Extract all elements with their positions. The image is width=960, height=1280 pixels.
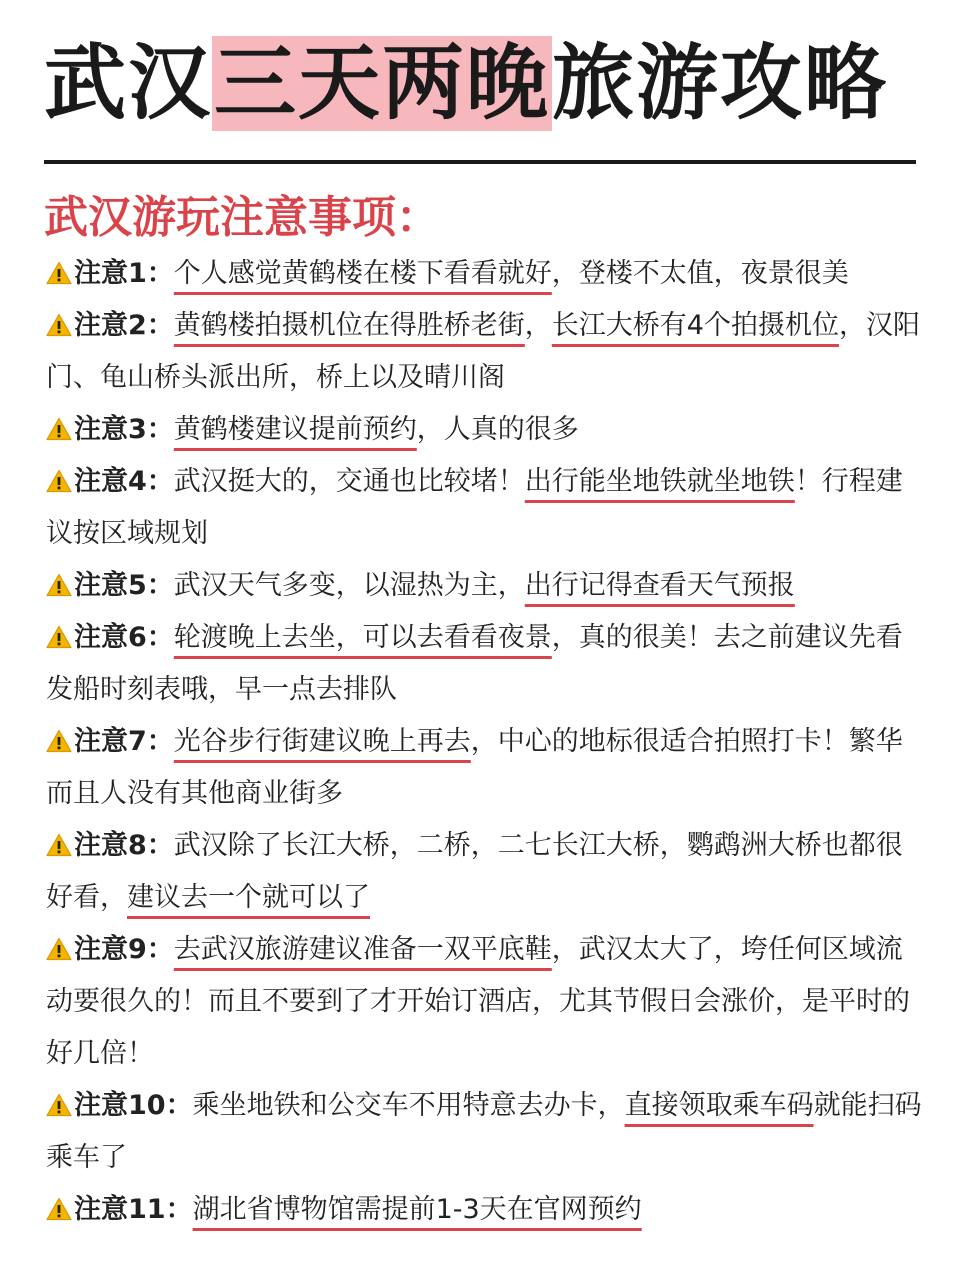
note-label: 注意11：	[74, 1194, 193, 1225]
notes-list	[46, 248, 926, 1236]
note-label: 注意6：	[74, 622, 174, 653]
note-label: 注意3：	[74, 414, 174, 445]
warning-icon	[46, 833, 72, 857]
note-item	[46, 456, 926, 560]
note-text: 武汉除了长江大桥，二桥，二七长江大桥，鹦鹉洲大桥也都很好看，	[46, 830, 903, 913]
note-text: ！行程建议按区域规划	[46, 466, 903, 549]
title-part-2: 旅游攻略	[552, 36, 889, 131]
page-title	[44, 34, 888, 134]
note-label: 注意4：	[74, 466, 174, 497]
note-text-underlined: 出行记得查看天气预报	[524, 570, 795, 601]
warning-icon	[46, 937, 72, 961]
note-text: ，	[524, 310, 552, 341]
warning-icon	[46, 417, 72, 441]
note-item	[46, 404, 926, 456]
section-title: 武汉游玩注意事项：	[44, 192, 440, 243]
note-text-underlined: 光谷步行街建议晚上再去	[173, 726, 471, 757]
note-text-underlined: 黄鹤楼建议提前预约	[173, 414, 417, 445]
warning-icon	[46, 729, 72, 753]
note-text: 武汉挺大的，交通也比较堵！	[173, 466, 525, 497]
note-text-underlined: 建议去一个就可以了	[127, 882, 370, 913]
note-item	[46, 1184, 926, 1236]
note-label: 注意9：	[74, 934, 174, 965]
note-item	[46, 716, 926, 820]
note-item	[46, 560, 926, 612]
note-item	[46, 612, 926, 716]
note-text: ，武汉太大了，垮任何区域流动要很久的！而且不要到了才开始订酒店，尤其节假日会涨价，是平时的好几倍！	[46, 934, 910, 1069]
warning-icon	[46, 313, 72, 337]
warning-icon	[46, 261, 72, 285]
note-text-underlined: 轮渡晚上去坐，可以去看看夜景	[173, 622, 552, 653]
note-text: ，中心的地标很适合拍照打卡！繁华而且人没有其他商业街多	[46, 726, 903, 809]
note-text-underlined: 黄鹤楼拍摄机位在得胜桥老街	[173, 310, 525, 341]
title-divider	[44, 160, 916, 164]
title-part-1: 武汉	[44, 36, 213, 131]
warning-icon	[46, 1197, 72, 1221]
note-text-underlined: 去武汉旅游建议准备一双平底鞋	[173, 934, 552, 965]
note-text-underlined: 出行能坐地铁就坐地铁	[524, 466, 795, 497]
note-text: ，人真的很多	[416, 414, 579, 445]
note-text: ，登楼不太值，夜景很美	[551, 258, 849, 289]
warning-icon	[46, 625, 72, 649]
note-text: 武汉天气多变，以湿热为主，	[173, 570, 525, 601]
note-item	[46, 1080, 926, 1184]
warning-icon	[46, 1093, 72, 1117]
note-text: 乘坐地铁和公交车不用特意去办卡，	[192, 1090, 625, 1121]
note-label: 注意5：	[74, 570, 174, 601]
note-label: 注意7：	[74, 726, 174, 757]
note-item	[46, 820, 926, 924]
note-text-underlined: 个人感觉黄鹤楼在楼下看看就好	[173, 258, 552, 289]
note-text: ，真的很美！去之前建议先看发船时刻表哦，早一点去排队	[46, 622, 903, 705]
title-highlight: 三天两晚	[214, 36, 551, 131]
note-label: 注意8：	[74, 830, 174, 861]
note-label: 注意2：	[74, 310, 174, 341]
note-item	[46, 248, 926, 300]
note-item	[46, 924, 926, 1080]
note-text: 就能扫码乘车了	[46, 1090, 922, 1173]
note-item	[46, 300, 926, 404]
note-text-underlined: 长江大桥有4个拍摄机位	[551, 310, 839, 341]
note-label: 注意10：	[74, 1090, 193, 1121]
note-label: 注意1：	[74, 258, 174, 289]
note-text-underlined: 直接领取乘车码	[624, 1090, 814, 1121]
note-text: ，汉阳门、龟山桥头派出所，桥上以及晴川阁	[46, 310, 920, 393]
warning-icon	[46, 469, 72, 493]
note-text-underlined: 湖北省博物馆需提前1-3天在官网预约	[192, 1194, 642, 1225]
warning-icon	[46, 573, 72, 597]
